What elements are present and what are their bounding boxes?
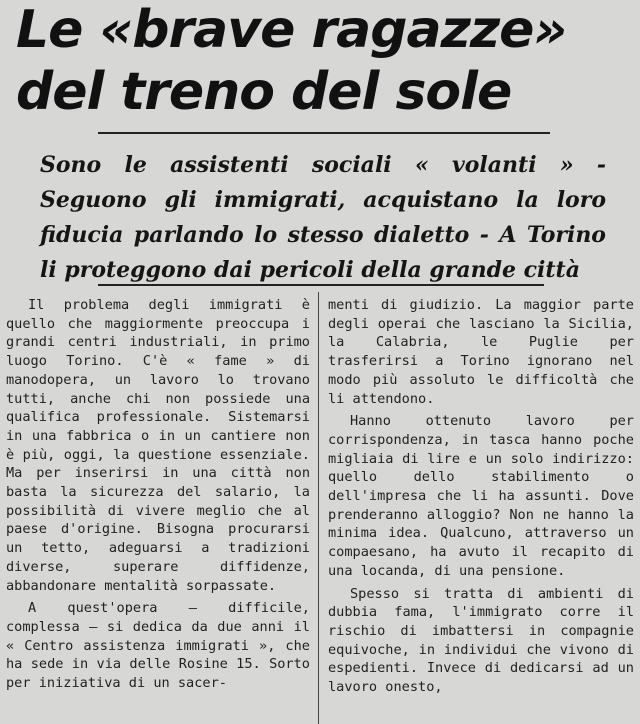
paragraph: A quest'opera — difficile, complessa — si dedica da due anni il « Centro assistenza immigrati », che ha sede in via delle Rosine 15. Sorto per iniziativa di un sacer-	[6, 600, 310, 692]
headline-rule	[98, 132, 550, 134]
column-divider	[318, 292, 319, 724]
paragraph: Hanno ottenuto lavoro per corrispondenza, in tasca hanno poche migliaia di lire e un solo indirizzo: quello dello stabilimento o dell'impresa che li ha assunti. Dove prenderanno alloggio? Non ne hanno la minima idea. Qualcuno, attraverso un compaesano, ha avuto il recapito di una locanda, di una pensione.	[328, 413, 634, 579]
subheadline-rule	[98, 284, 544, 286]
right-column	[328, 296, 634, 697]
paragraph: Il problema degli immigrati è quello che maggiormente preoccupa i grandi centri industriali, in primo luogo Torino. C'è « fame » di manodopera, un lavoro lo trovano tutti, anche chi non possiede una qualifica professionale. Sistemarsi in una fabbrica o in un cantiere non è più, oggi, la questione essenziale. Ma per inserirsi in una città non basta la sicurezza del salario, la possibilità di vivere meglio che al paese d'origine. Bisogna procurarsi un tetto, adeguarsi a tradizioni diverse, superare diffidenze, abbandonare mentalità sorpassate.	[6, 297, 310, 594]
left-column	[6, 296, 310, 693]
paragraph: menti di giudizio. La maggior parte degli operai che lasciano la Sicilia, la Calabria, le Puglie per trasferirsi a Torino ignorano nel modo più assoluto le difficoltà che li attendono.	[328, 297, 634, 407]
subheadline: Sono le assistenti sociali « volanti » - Seguono gli immigrati, acquistano la loro fiducia parlando lo stesso dialetto - A Torino li proteggono dai pericoli della grande città	[40, 152, 606, 283]
paragraph: Spesso si tratta di ambienti di dubbia fama, l'immigrato corre il rischio di imbattersi in compagnie equivoche, in individui che vivono di espedienti. Invece di dedicarsi ad un lavoro onesto,	[328, 585, 634, 696]
headline-line-2: del treno del sole	[16, 62, 512, 122]
headline-line-1: Le «brave ragazze»	[16, 0, 567, 60]
